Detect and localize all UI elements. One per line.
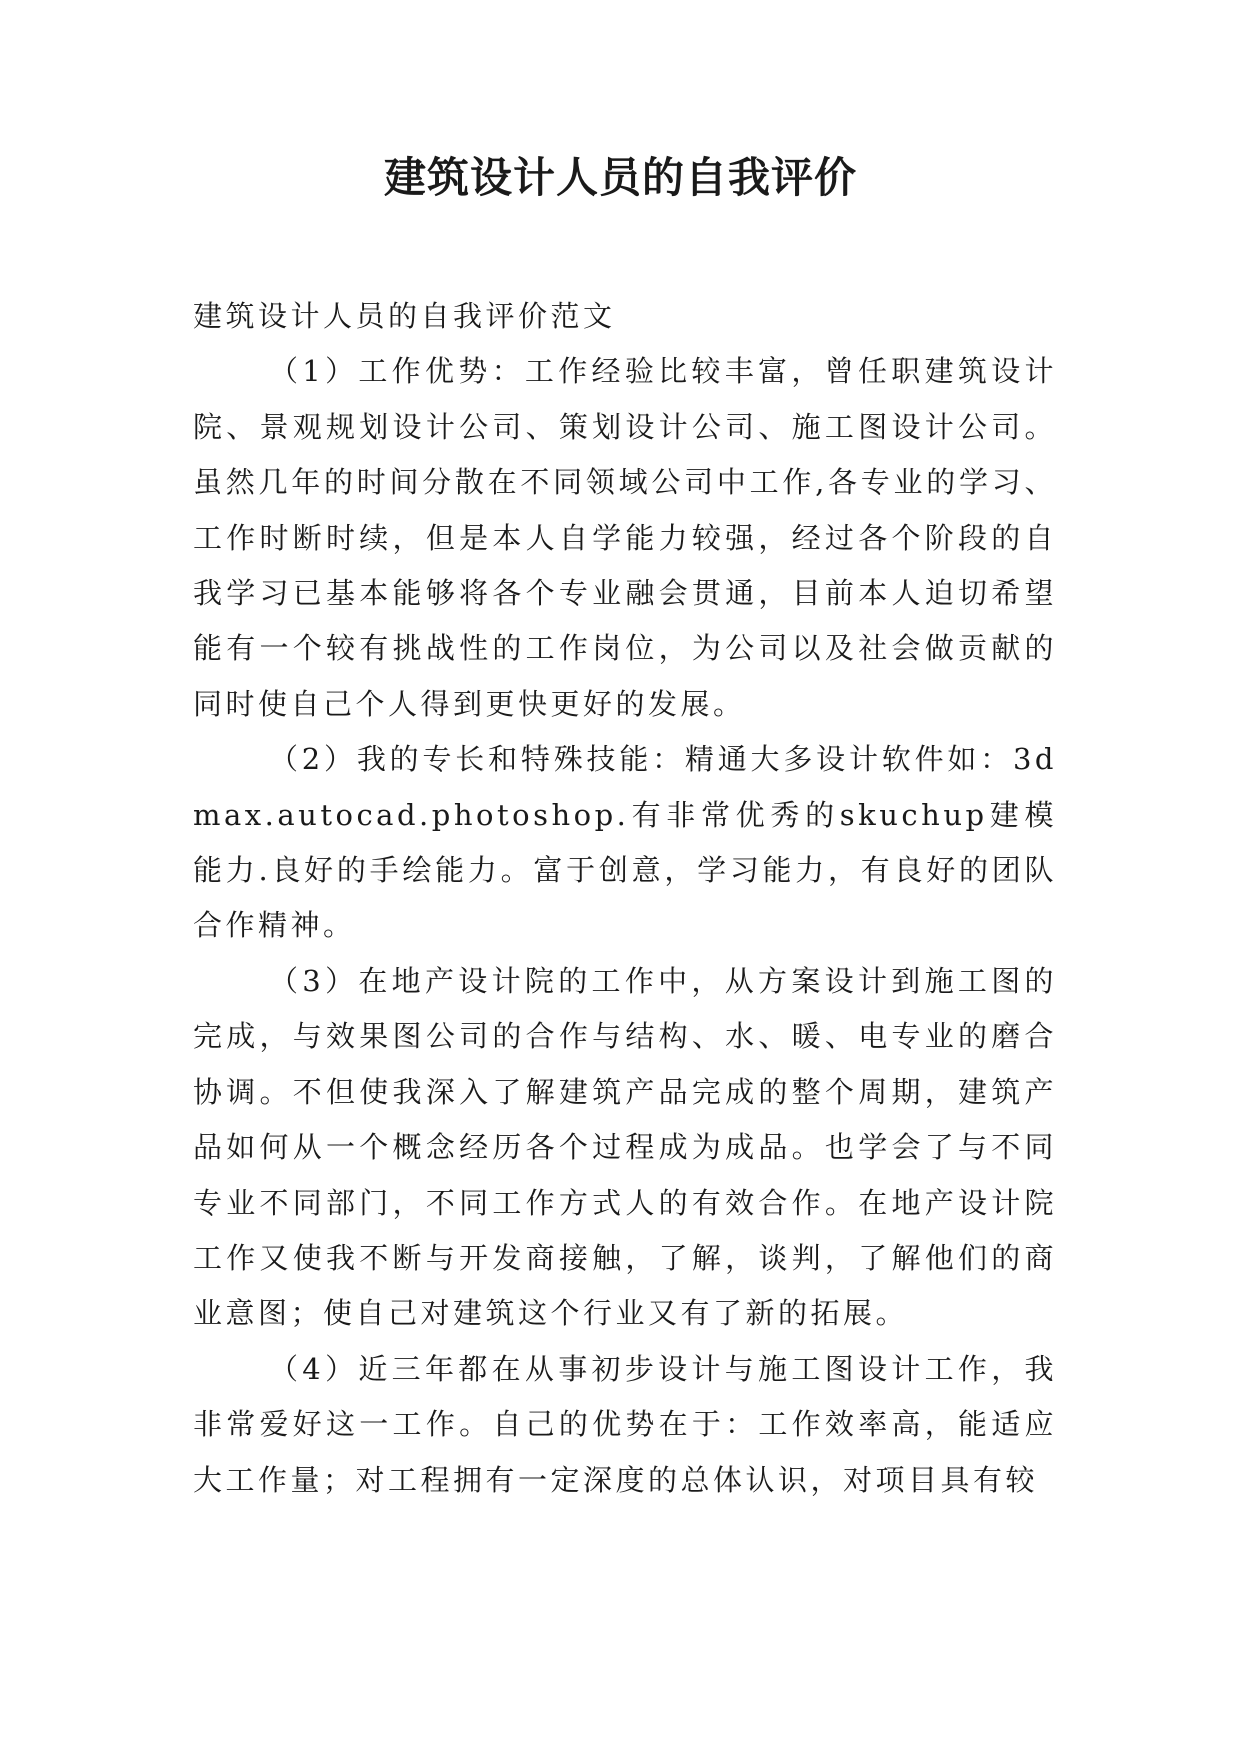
document-body xyxy=(193,289,1057,1508)
document-subtitle: 建筑设计人员的自我评价范文 xyxy=(193,299,616,333)
paragraph-design-institute-experience: （3）在地产设计院的工作中，从方案设计到施工图的完成，与效果图公司的合作与结构、水、暖、电专业的磨合协调。不但使我深入了解建筑产品完成的整个周期，建筑产品如何从一个概念经历各个过程成为成品。也学会了与不同专业不同部门，不同工作方式人的有效合作。在地产设计院工作又使我不断与开发商接触，了解，谈判，了解他们的商业意图；使自己对建筑这个行业又有了新的拓展。 xyxy=(193,963,1057,1331)
paragraph-work-advantages: （1）工作优势：工作经验比较丰富，曾任职建筑设计院、景观规划设计公司、策划设计公司、施工图设计公司。虽然几年的时间分散在不同领域公司中工作,各专业的学习、工作时断时续，但是本人自学能力较强，经过各个阶段的自我学习已基本能够将各个专业融会贯通，目前本人迫切希望能有一个较有挑战性的工作岗位，为公司以及社会做贡献的同时使自己个人得到更快更好的发展。 xyxy=(193,354,1057,721)
paragraph-special-skills: （2）我的专长和特殊技能：精通大多设计软件如：3dmax.autocad.photoshop.有非常优秀的skuchup建模能力.良好的手绘能力。富于创意，学习能力，有良好的团队合作精神。 xyxy=(193,742,1057,943)
page-title: 建筑设计人员的自我评价 xyxy=(383,153,857,202)
paragraph-recent-work: （4）近三年都在从事初步设计与施工图设计工作，我非常爱好这一工作。自己的优势在于：工作效率高，能适应大工作量；对工程拥有一定深度的总体认识，对项目具有较 xyxy=(193,1351,1057,1497)
